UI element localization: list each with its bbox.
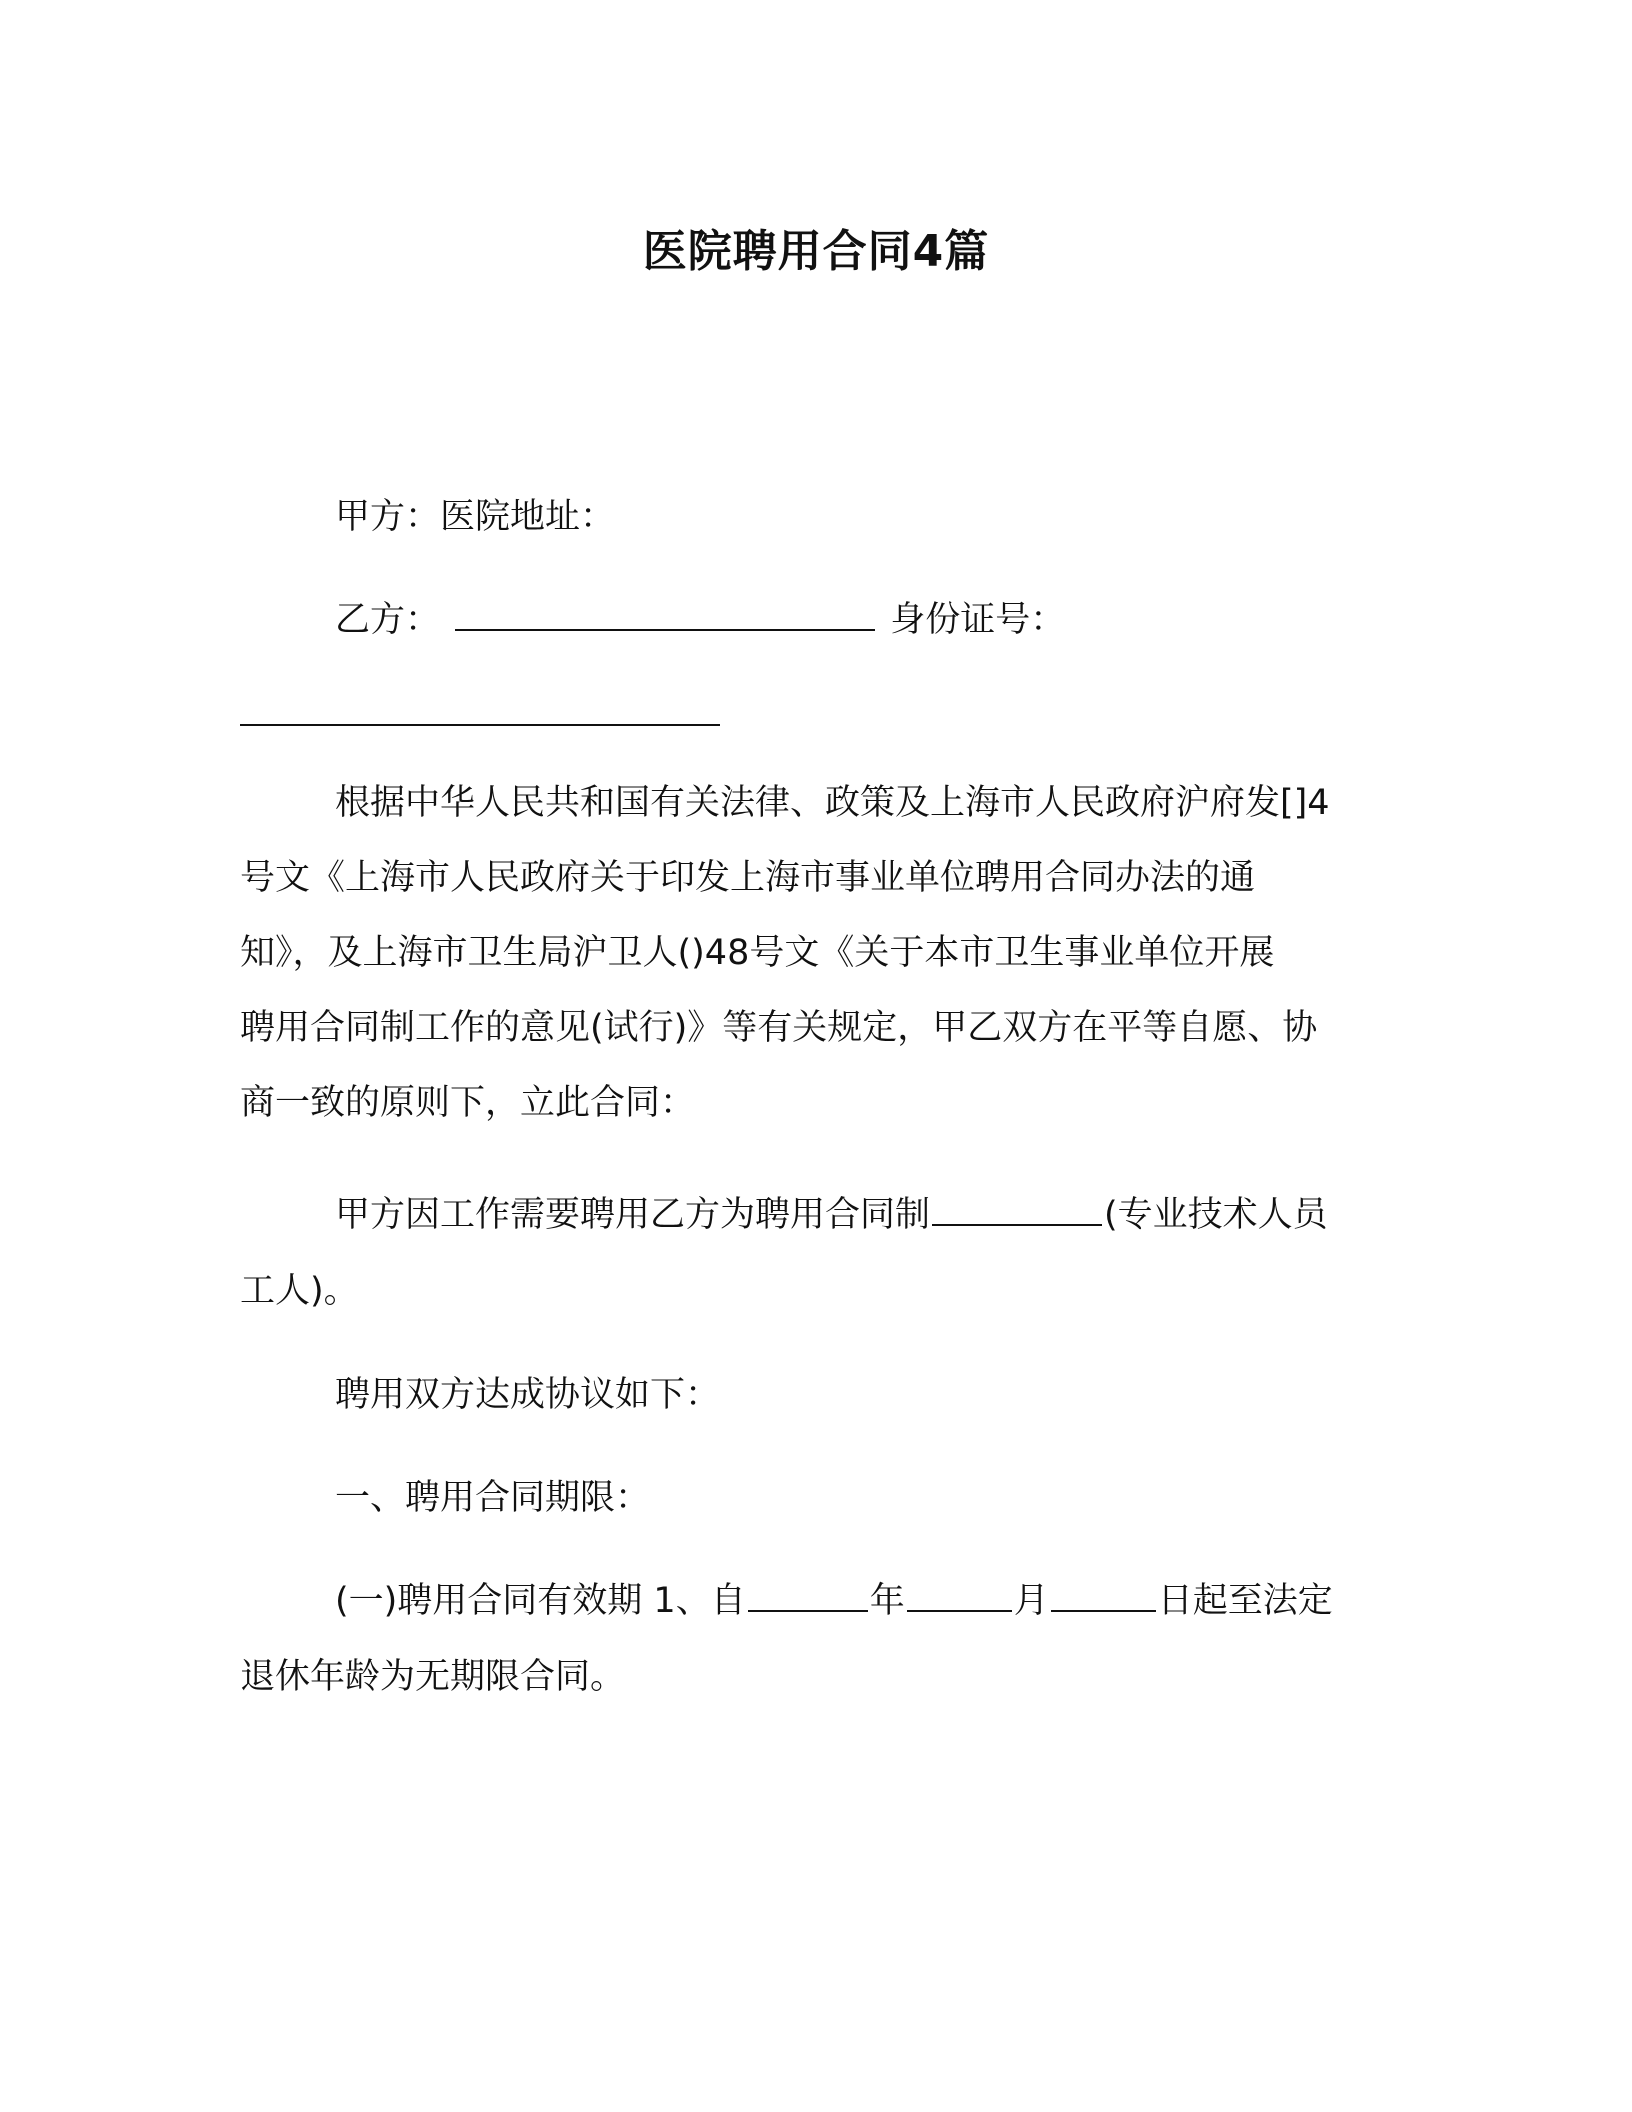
term-month-blank[interactable] [907, 1576, 1012, 1612]
agreement-intro: 聘用双方达成协议如下： [335, 1375, 721, 1415]
preamble-line-3: 知》，及上海市卫生局沪卫人()48号文《关于本市卫生事业单位开展 [240, 933, 1275, 973]
term-year-blank[interactable] [748, 1576, 868, 1612]
preamble-line-4: 聘用合同制工作的意见(试行)》等有关规定，甲乙双方在平等自愿、协 [240, 1008, 1318, 1048]
party-a-line: 甲方：医院地址： [335, 497, 616, 537]
term-month-label: 月 [1013, 1581, 1049, 1621]
preamble-line-2: 号文《上海市人民政府关于印发上海市事业单位聘用合同办法的通 [240, 858, 1256, 898]
position-blank[interactable] [932, 1190, 1102, 1226]
party-b-label: 乙方： [335, 600, 441, 640]
term-clause-line-1 [335, 1576, 1333, 1626]
preamble-line-5: 商一致的原则下，立此合同： [240, 1083, 696, 1123]
term-day-suffix: 日起至法定 [1157, 1581, 1333, 1621]
party-b-line [335, 595, 1065, 645]
party-b-name-blank[interactable] [455, 595, 875, 631]
term-day-blank[interactable] [1051, 1576, 1156, 1612]
hire-clause-suffix: (专业技术人员 [1104, 1195, 1328, 1235]
id-number-line [240, 690, 720, 740]
section-1-heading: 一、聘用合同期限： [335, 1478, 651, 1518]
id-number-label: 身份证号： [890, 600, 1066, 640]
id-number-blank[interactable] [240, 690, 720, 726]
hire-clause-line-1 [335, 1190, 1328, 1240]
hire-clause-line-2: 工人)。 [240, 1271, 359, 1311]
term-prefix: (一)聘用合同有效期 1、自 [335, 1581, 746, 1621]
term-year-label: 年 [869, 1581, 905, 1621]
document-title: 医院聘用合同4篇 [642, 226, 990, 277]
preamble-line-1: 根据中华人民共和国有关法律、政策及上海市人民政府沪府发[]4 [335, 783, 1330, 823]
term-clause-line-2: 退休年龄为无期限合同。 [240, 1657, 626, 1697]
hire-clause-prefix: 甲方因工作需要聘用乙方为聘用合同制 [335, 1195, 931, 1235]
